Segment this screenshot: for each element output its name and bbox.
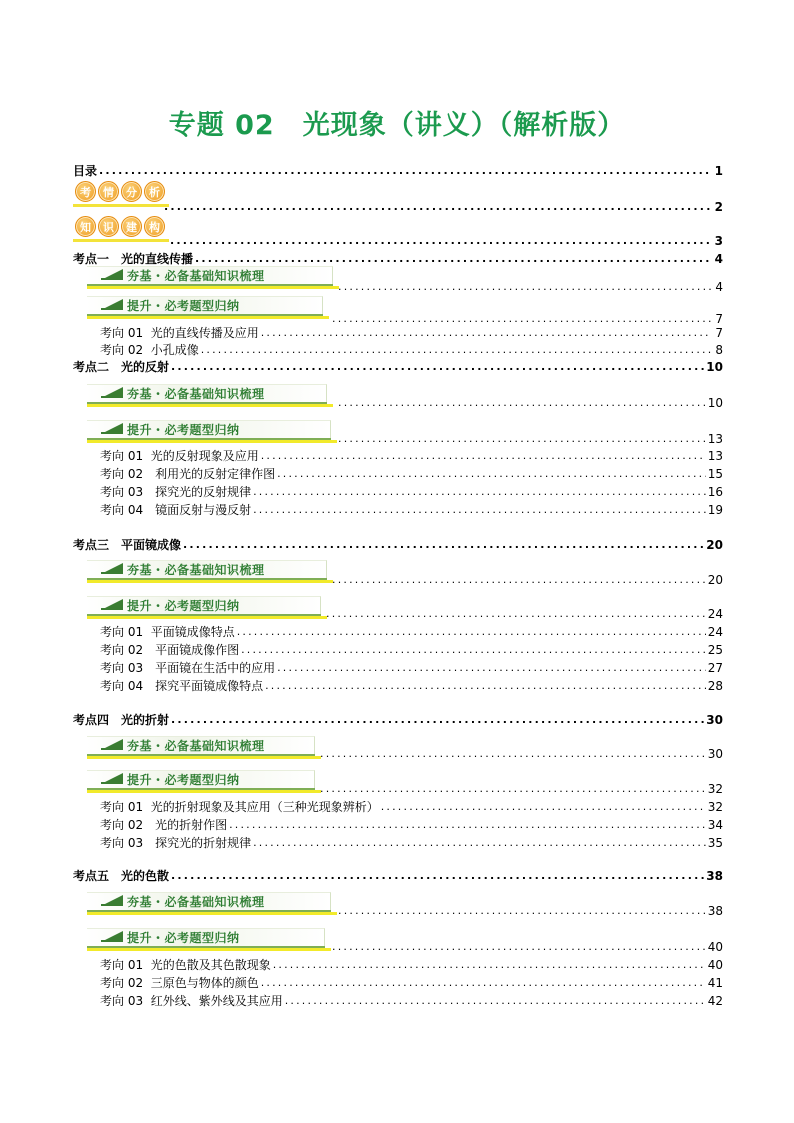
toc-label: 考向 01 光的折射现象及其应用（三种光现象辨析） <box>100 800 379 814</box>
toc-label: 考向 02 三原色与物体的颜色 <box>100 976 259 990</box>
hangji-banner <box>87 736 315 758</box>
toc-label: 考向 02 平面镜成像作图 <box>100 643 240 657</box>
toc-row-tisheng-4[interactable] <box>318 780 723 796</box>
toc-label: 考点四 光的折射 <box>73 713 170 727</box>
badge-char: 分 <box>121 181 142 202</box>
toc-label: 考向 01 光的反射现象及应用 <box>100 449 259 463</box>
toc-row-hangji-3[interactable] <box>330 571 723 587</box>
toc-row-item[interactable] <box>100 465 723 481</box>
toc-row-item[interactable] <box>100 483 723 499</box>
toc-leader <box>241 643 706 657</box>
tisheng-banner <box>87 928 325 950</box>
badge-char: 识 <box>98 216 119 237</box>
badge-char: 析 <box>144 181 165 202</box>
toc-label: 考向 02 利用光的反射定律作图 <box>100 467 276 481</box>
tisheng-text: 提升・必考题型归纳 <box>127 931 240 945</box>
toc-label: 考向 03 红外线、紫外线及其应用 <box>100 994 283 1008</box>
toc-leader <box>277 467 706 481</box>
hangji-text: 夯基・必备基础知识梳理 <box>127 739 265 753</box>
badge-char: 建 <box>121 216 142 237</box>
toc-leader <box>171 869 704 883</box>
toc-row-item[interactable] <box>100 798 723 814</box>
toc-row-item[interactable] <box>100 834 723 850</box>
toc-page: 40 <box>707 940 723 954</box>
toc-leader <box>332 573 706 587</box>
hangji-text: 夯基・必备基础知识梳理 <box>127 895 265 909</box>
toc-row-item[interactable] <box>100 447 723 463</box>
toc-label: 目录 <box>73 164 98 178</box>
toc-label: 考向 02 小孔成像 <box>100 343 199 357</box>
toc-row-hangji-2[interactable] <box>336 394 723 410</box>
toc-leader <box>229 818 706 832</box>
toc-row-item[interactable] <box>100 974 723 990</box>
badge-char: 知 <box>75 216 96 237</box>
toc-page: 13 <box>707 449 723 463</box>
toc-row-item[interactable] <box>100 816 723 832</box>
toc-label: 考向 03 探究光的反射规律 <box>100 485 252 499</box>
toc-row-item[interactable] <box>100 623 723 639</box>
toc-page: 20 <box>707 573 723 587</box>
toc-row-hangji-4[interactable] <box>318 745 723 761</box>
toc-row-tisheng-3[interactable] <box>324 605 723 621</box>
toc-leader <box>195 252 711 266</box>
toc-page: 27 <box>707 661 723 675</box>
toc-row-section-3[interactable] <box>73 536 723 552</box>
toc-leader <box>99 164 711 178</box>
toc-label: 考向 01 光的直线传播及应用 <box>100 326 259 340</box>
toc-page: 28 <box>707 679 723 693</box>
tisheng-banner <box>87 770 315 792</box>
toc-row-item[interactable] <box>100 324 723 340</box>
toc-label: 考向 03 平面镜在生活中的应用 <box>100 661 276 675</box>
toc-page: 7 <box>715 312 723 326</box>
toc-page: 19 <box>707 503 723 517</box>
toc-row-section-2[interactable] <box>73 358 723 374</box>
toc-page: 38 <box>706 869 723 883</box>
toc-page: 7 <box>715 326 723 340</box>
toc-page: 10 <box>707 396 723 410</box>
toc-leader <box>320 782 706 796</box>
toc-row-hangji-5[interactable] <box>336 902 723 918</box>
toc-leader <box>326 607 706 621</box>
toc-page: 32 <box>707 782 723 796</box>
toc-leader <box>201 343 711 357</box>
toc-page: 4 <box>714 252 723 266</box>
toc-page: 34 <box>707 818 723 832</box>
page-title: 专题 02 光现象（讲义）（解析版） <box>168 110 626 141</box>
zhishi-badge <box>75 216 165 237</box>
toc-page: 4 <box>715 280 723 294</box>
toc-label: 考点五 光的色散 <box>73 869 170 883</box>
toc-page: 15 <box>707 467 723 481</box>
toc-page: 24 <box>707 607 723 621</box>
toc-page: 38 <box>707 904 723 918</box>
toc-leader <box>273 958 706 972</box>
toc-row-item[interactable] <box>100 641 723 657</box>
toc-page: 32 <box>707 800 723 814</box>
toc-page: 41 <box>707 976 723 990</box>
toc-leader <box>338 396 706 410</box>
toc-row-item[interactable] <box>100 992 723 1008</box>
toc-page: 42 <box>707 994 723 1008</box>
toc-page: 25 <box>707 643 723 657</box>
toc-row-section-4[interactable] <box>73 711 723 727</box>
toc-leader <box>261 449 706 463</box>
hangji-banner <box>87 266 333 288</box>
toc-page: 35 <box>707 836 723 850</box>
badge-char: 构 <box>144 216 165 237</box>
hangji-banner <box>87 892 331 914</box>
badge-char: 情 <box>98 181 119 202</box>
hangji-text: 夯基・必备基础知识梳理 <box>127 387 265 401</box>
toc-leader <box>253 836 706 850</box>
toc-label: 考点一 光的直线传播 <box>73 252 194 266</box>
tisheng-text: 提升・必考题型归纳 <box>127 773 240 787</box>
toc-row-item[interactable] <box>100 501 723 517</box>
toc-row-hangji-1[interactable] <box>336 278 723 294</box>
toc-leader <box>253 485 706 499</box>
toc-row-section-5[interactable] <box>73 867 723 883</box>
tisheng-banner <box>87 420 331 442</box>
toc-page: 40 <box>707 958 723 972</box>
toc-row-section-1[interactable] <box>73 250 723 266</box>
tisheng-text: 提升・必考题型归纳 <box>127 423 240 437</box>
hangji-text: 夯基・必备基础知识梳理 <box>127 563 265 577</box>
toc-label: 考向 01 光的色散及其色散现象 <box>100 958 271 972</box>
toc-page: 1 <box>714 164 723 178</box>
toc-page: 3 <box>714 234 723 248</box>
toc-leader <box>320 747 706 761</box>
toc-row-item[interactable] <box>100 659 723 675</box>
tisheng-text: 提升・必考题型归纳 <box>127 299 240 313</box>
toc-leader <box>183 538 704 552</box>
toc-label: 考点三 平面镜成像 <box>73 538 182 552</box>
toc-row-mulu[interactable] <box>73 162 723 178</box>
toc-leader <box>277 661 706 675</box>
toc-leader <box>381 800 706 814</box>
toc-page: 30 <box>706 713 723 727</box>
toc-row-tisheng-5[interactable] <box>330 938 723 954</box>
toc-label: 考向 03 探究光的折射规律 <box>100 836 252 850</box>
toc-leader <box>170 234 711 248</box>
toc-label: 考向 04 镜面反射与漫反射 <box>100 503 252 517</box>
toc-row-zhishi[interactable] <box>168 232 723 248</box>
toc-leader <box>338 280 711 294</box>
toc-label: 考点二 光的反射 <box>73 360 170 374</box>
toc-leader <box>261 326 711 340</box>
tisheng-banner <box>87 596 321 618</box>
toc-leader <box>171 713 704 727</box>
tisheng-text: 提升・必考题型归纳 <box>127 599 240 613</box>
toc-leader <box>237 625 706 639</box>
toc-row-tisheng-2[interactable] <box>336 430 723 446</box>
toc-page: 20 <box>706 538 723 552</box>
toc-page: 24 <box>707 625 723 639</box>
toc-leader <box>261 976 706 990</box>
toc-label: 考向 02 光的折射作图 <box>100 818 228 832</box>
kaoqing-badge <box>75 181 165 202</box>
toc-label: 考向 04 探究平面镜成像特点 <box>100 679 264 693</box>
badge-char: 考 <box>75 181 96 202</box>
toc-leader <box>164 200 711 214</box>
toc-page: 2 <box>714 200 723 214</box>
toc-page: 13 <box>707 432 723 446</box>
toc-page: 8 <box>715 343 723 357</box>
hangji-banner <box>87 560 327 582</box>
toc-row-kaoqing[interactable] <box>162 198 723 214</box>
hangji-text: 夯基・必备基础知识梳理 <box>127 269 265 283</box>
toc-page: 30 <box>707 747 723 761</box>
toc-page: 10 <box>706 360 723 374</box>
hangji-banner <box>87 384 327 406</box>
toc-leader <box>285 994 706 1008</box>
toc-row-item[interactable] <box>100 341 723 357</box>
toc-row-item[interactable] <box>100 956 723 972</box>
toc-leader <box>171 360 704 374</box>
toc-page: 16 <box>707 485 723 499</box>
toc-label: 考向 01 平面镜成像特点 <box>100 625 235 639</box>
toc-leader <box>265 679 706 693</box>
toc-leader <box>332 940 706 954</box>
toc-row-item[interactable] <box>100 677 723 693</box>
toc-leader <box>338 904 706 918</box>
toc-leader <box>253 503 706 517</box>
toc-leader <box>338 432 706 446</box>
tisheng-banner <box>87 296 323 318</box>
